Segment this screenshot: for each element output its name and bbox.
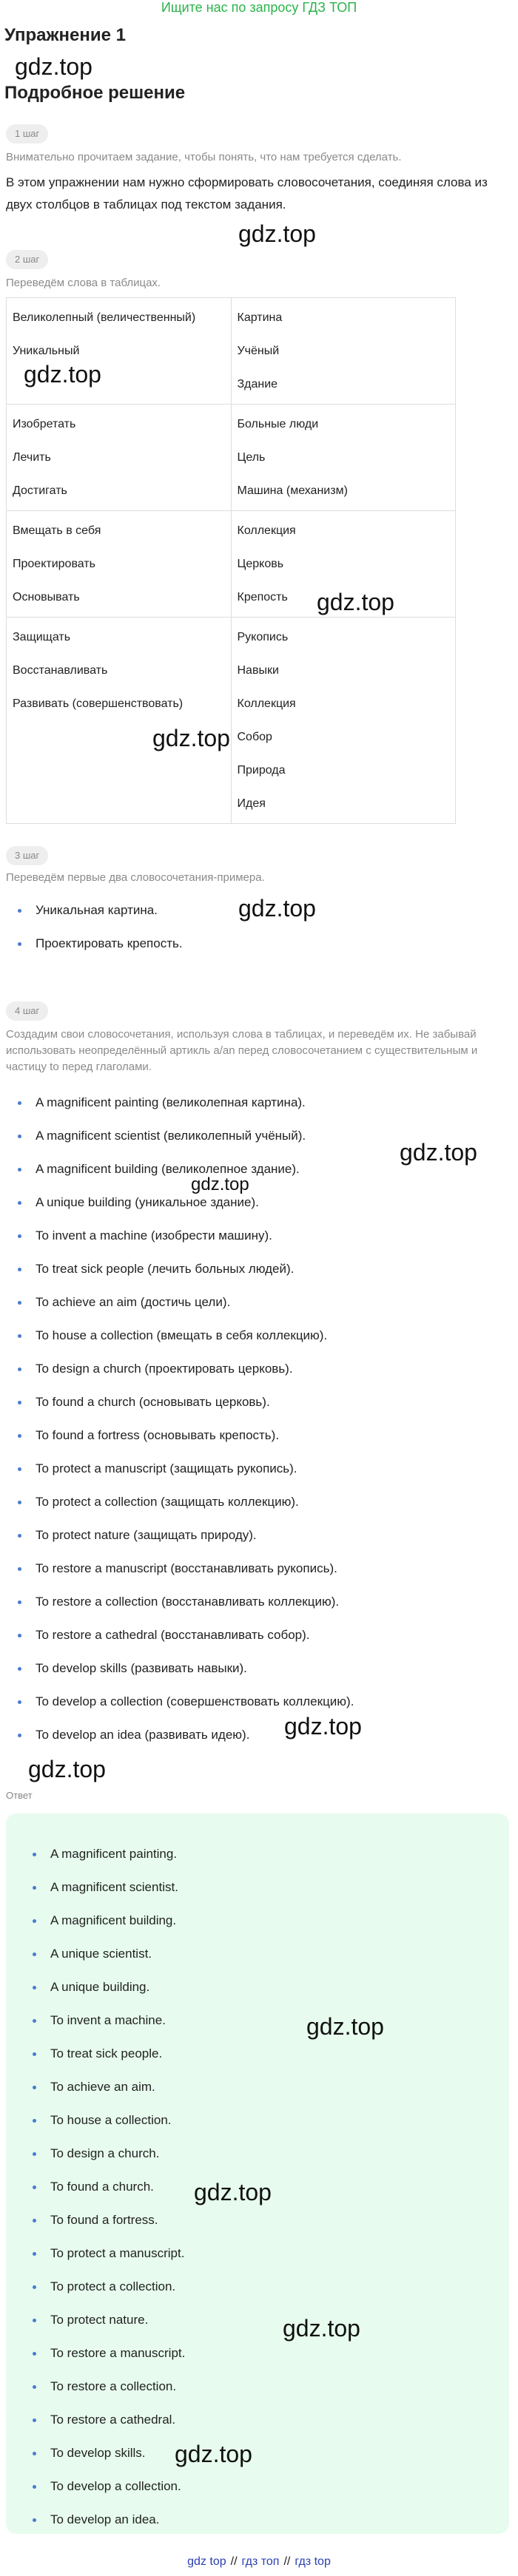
table-word: Машина (механизм) <box>237 484 348 497</box>
table-word: Лечить <box>13 451 51 464</box>
watermark: gdz.top <box>238 895 316 922</box>
step-hint: Создадим свои словосочетания, используя слова в таблицах, и переведём их. Не забывай использовать неопределённый артикль a/an перед словосочетанием с существительным и частицу to перед глаголами. <box>6 1028 478 1073</box>
list-item: To develop skills. <box>30 2442 185 2475</box>
table-word: Учёный <box>237 345 280 357</box>
step-badge: 2 шаг <box>6 250 48 269</box>
list-item: To protect nature (защищать природу). <box>15 1524 354 1558</box>
table-word: Навыки <box>237 664 279 677</box>
list-item: A magnificent scientist. <box>30 1876 185 1910</box>
list-item: To achieve an aim (достичь цели). <box>15 1291 354 1325</box>
watermark: gdz.top <box>28 1756 106 1782</box>
table-cell <box>7 618 232 824</box>
table-word: Основывать <box>13 591 80 604</box>
table-word: Картина <box>237 311 283 324</box>
list-item: To design a church. <box>30 2143 185 2176</box>
footer-separator: // <box>283 2555 291 2568</box>
solution-heading: Подробное решение <box>4 83 186 103</box>
table-word: Рукопись <box>237 631 289 643</box>
table-cell <box>7 405 232 511</box>
footer-links <box>0 2555 518 2569</box>
table-word: Больные люди <box>237 418 319 430</box>
list-item: A magnificent building. <box>30 1910 185 1943</box>
footer-link[interactable]: гдз топ <box>241 2555 280 2568</box>
table-cell <box>7 511 232 618</box>
list-item: To achieve an aim. <box>30 2076 185 2109</box>
list-item: A magnificent building (великолепное здание). <box>15 1158 354 1191</box>
list-item: To found a fortress. <box>30 2209 185 2242</box>
step-text: В этом упражнении нам нужно сформировать словосочетания, соединяя слова из двух столбцов в таблицах под текстом задания. <box>6 175 488 212</box>
watermark: gdz.top <box>238 220 316 247</box>
table-word: Идея <box>237 797 266 810</box>
step-badge: 4 шаг <box>6 1001 48 1021</box>
list-item: A unique building. <box>30 1976 185 2009</box>
watermark: gdz.top <box>284 1713 362 1740</box>
list-item: A magnificent painting (великолепная картина). <box>15 1092 354 1125</box>
table-word: Вмещать в себя <box>13 524 101 537</box>
list-item: A magnificent scientist (великолепный учёный). <box>15 1125 354 1158</box>
list-item: To protect a collection. <box>30 2276 185 2309</box>
list-item: To house a collection. <box>30 2109 185 2143</box>
list-item: A unique scientist. <box>30 1943 185 1976</box>
table-word: Природа <box>237 764 286 777</box>
table-word: Собор <box>237 731 272 743</box>
step-hint: Переведём слова в таблицах. <box>6 277 161 289</box>
table-word: Цель <box>237 451 266 464</box>
list-item: To found a fortress (основывать крепость). <box>15 1424 354 1458</box>
list-item: To develop a collection (совершенствовать коллекцию). <box>15 1691 354 1724</box>
watermark: gdz.top <box>400 1139 477 1166</box>
list-item: To restore a collection. <box>30 2376 185 2409</box>
step-hint: Переведём первые два словосочетания-примера. <box>6 871 265 884</box>
list-item: To house a collection (вмещать в себя коллекцию). <box>15 1325 354 1358</box>
list-item: To protect nature. <box>30 2309 185 2342</box>
footer-link[interactable]: гдз top <box>295 2555 331 2568</box>
table-cell <box>231 298 456 405</box>
exercise-title: Упражнение 1 <box>4 25 126 45</box>
list-item: To protect a collection (защищать коллекцию). <box>15 1491 354 1524</box>
table-word: Достигать <box>13 484 67 497</box>
list-item: A magnificent painting. <box>30 1843 185 1876</box>
table-word: Развивать (совершенствовать) <box>13 697 184 710</box>
list-item: To invent a machine (изобрести машину). <box>15 1225 354 1258</box>
list-item: To found a church (основывать церковь). <box>15 1391 354 1424</box>
watermark: gdz.top <box>152 725 230 751</box>
list-item: To restore a cathedral (восстанавливать собор). <box>15 1624 354 1657</box>
list-item: To treat sick people. <box>30 2043 185 2076</box>
table-word: Уникальный <box>13 345 80 357</box>
list-item: To invent a machine. <box>30 2009 185 2043</box>
table-word: Здание <box>237 378 278 391</box>
table-word: Крепость <box>237 591 288 604</box>
table-row <box>7 405 456 511</box>
list-item: Проектировать крепость. <box>15 933 183 966</box>
watermark: gdz.top <box>283 2315 360 2342</box>
list-item: Уникальная картина. <box>15 899 183 933</box>
list-item: To develop an idea (развивать идею). <box>15 1724 354 1757</box>
list-item: To restore a collection (восстанавливать коллекцию). <box>15 1591 354 1624</box>
watermark: gdz.top <box>24 361 101 388</box>
watermark: gdz.top <box>317 589 394 615</box>
table-word: Великолепный (величественный) <box>13 311 196 324</box>
table-word: Коллекция <box>237 697 296 710</box>
table-cell <box>231 405 456 511</box>
list-item: To develop an idea. <box>30 2509 185 2542</box>
list-item: To restore a manuscript (восстанавливать рукопись). <box>15 1558 354 1591</box>
step-badge: 1 шаг <box>6 124 48 143</box>
list-item: To protect a manuscript (защищать рукопись). <box>15 1458 354 1491</box>
footer-separator: // <box>230 2555 238 2568</box>
list-item: To develop skills (развивать навыки). <box>15 1657 354 1691</box>
footer-link[interactable]: gdz top <box>187 2555 226 2568</box>
list-item: A unique building (уникальное здание). <box>15 1191 354 1225</box>
table-row <box>7 618 456 824</box>
watermark: gdz.top <box>306 2013 384 2040</box>
table-cell <box>231 618 456 824</box>
table-word: Проектировать <box>13 558 95 570</box>
examples-list <box>15 899 183 966</box>
list-item: To protect a manuscript. <box>30 2242 185 2276</box>
table-word: Восстанавливать <box>13 664 108 677</box>
watermark: gdz.top <box>175 2441 252 2467</box>
table-word: Коллекция <box>237 524 296 537</box>
watermark: gdz.top <box>15 53 92 80</box>
search-hint-link[interactable]: Ищите нас по запросу ГДЗ ТОП <box>161 0 357 15</box>
list-item: To restore a manuscript. <box>30 2342 185 2376</box>
phrases-list <box>15 1092 354 1757</box>
answer-list <box>30 1843 185 2542</box>
table-word: Изобретать <box>13 418 76 430</box>
list-item: To develop a collection. <box>30 2475 185 2509</box>
watermark: gdz.top <box>191 1174 249 1194</box>
step-badge: 3 шаг <box>6 846 48 865</box>
answer-label: Ответ <box>6 1790 33 1801</box>
watermark: gdz.top <box>194 2179 272 2205</box>
list-item: To design a church (проектировать церковь). <box>15 1358 354 1391</box>
table-word: Церковь <box>237 558 284 570</box>
list-item: To treat sick people (лечить больных людей). <box>15 1258 354 1291</box>
step-hint: Внимательно прочитаем задание, чтобы понять, что нам требуется сделать. <box>6 151 402 163</box>
list-item: To restore a cathedral. <box>30 2409 185 2442</box>
table-word: Защищать <box>13 631 71 643</box>
list-item: To found a church. <box>30 2176 185 2209</box>
